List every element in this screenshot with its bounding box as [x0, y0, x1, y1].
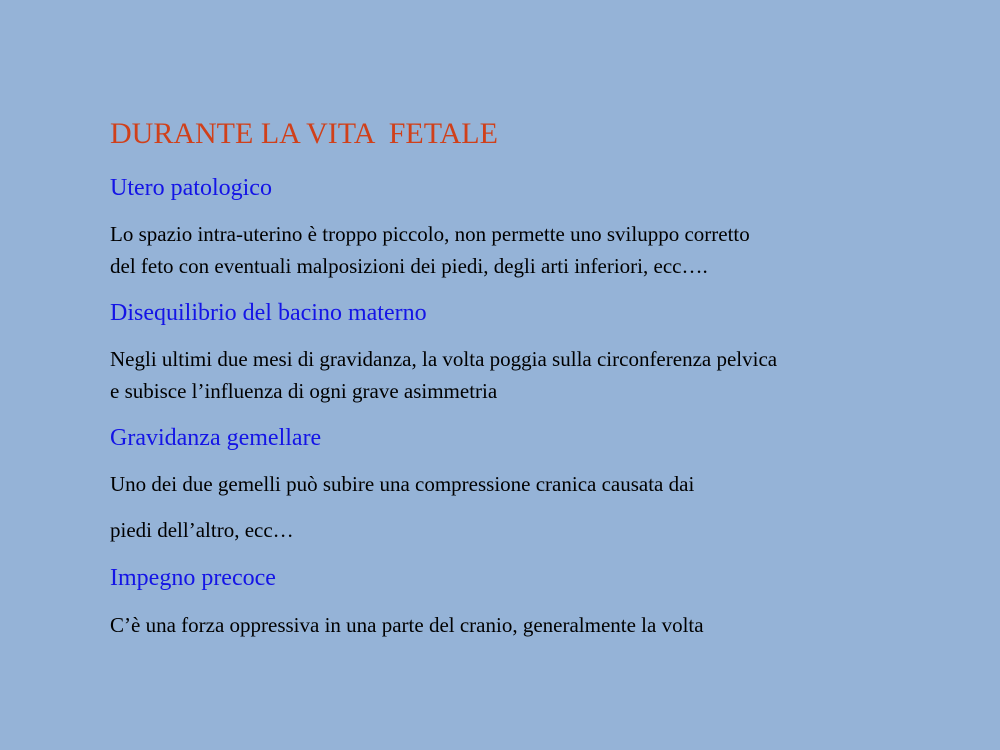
section-heading-utero-patologico: Utero patologico: [110, 175, 272, 201]
text-line: del feto con eventuali malposizioni dei piedi, degli arti inferiori, ecc….: [110, 254, 708, 278]
section-text-gravidanza-gemellare-continued: [110, 514, 930, 546]
section-heading-disequilibrio-bacino: Disequilibrio del bacino materno: [110, 300, 427, 326]
text-line: Uno dei due gemelli può subire una compressione cranica causata dai: [110, 472, 695, 496]
text-line: piedi dell’altro, ecc…: [110, 518, 294, 542]
section-text-disequilibrio-bacino: [110, 343, 930, 407]
text-line: C’è una forza oppressiva in una parte del cranio, generalmente la volta: [110, 613, 704, 637]
section-text-utero-patologico: [110, 218, 930, 282]
section-heading-gravidanza-gemellare: Gravidanza gemellare: [110, 425, 322, 451]
section-heading-impegno-precoce: Impegno precoce: [110, 565, 276, 591]
slide-title: DURANTE LA VITA FETALE: [110, 117, 498, 150]
section-text-gravidanza-gemellare: [110, 468, 930, 500]
text-line: Negli ultimi due mesi di gravidanza, la volta poggia sulla circonferenza pelvica: [110, 347, 778, 371]
text-line: e subisce l’influenza di ogni grave asimmetria: [110, 379, 498, 403]
text-line: Lo spazio intra-uterino è troppo piccolo, non permette uno sviluppo corretto: [110, 222, 750, 246]
section-text-impegno-precoce: [110, 609, 930, 641]
